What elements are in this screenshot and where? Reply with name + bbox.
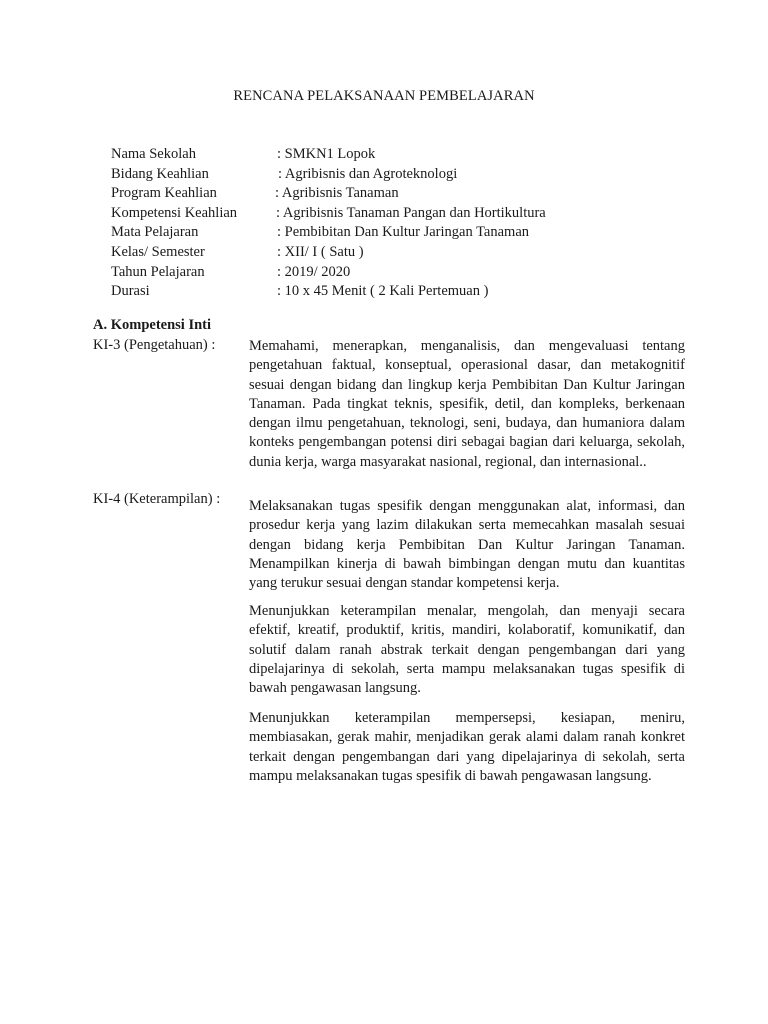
info-label: Bidang Keahlian — [111, 165, 209, 182]
info-value: : Agribisnis dan Agroteknologi — [278, 165, 458, 182]
ki4-label: KI-4 (Keterampilan) : — [93, 491, 221, 507]
info-label: Tahun Pelajaran — [111, 263, 205, 280]
info-value: : Pembibitan Dan Kultur Jaringan Tanaman — [277, 224, 530, 241]
ki3-paragraph: Memahami, menerapkan, menganalisis, dan mengevaluasi tentang pengetahuan faktual, konseptual, operasional dasar, dan metakognitif sesuai dengan bidang dan lingkup kerja Pembibitan Dan Kultur Jaringan Tanaman. Pada tingkat teknis, spesifik, detil, dan kompleks, berkenaan dengan ilmu pengetahuan, teknologi, seni, budaya, dan humaniora dalam konteks pengembangan potensi diri sebagai bagian dari keluarga, sekolah, dunia kerja, warga masyarakat nasional, regional, dan internasional.. — [249, 338, 685, 470]
info-label: Kompetensi Keahlian — [111, 204, 238, 221]
info-value: : XII/ I ( Satu ) — [277, 243, 364, 260]
section-heading: A. Kompetensi Inti — [93, 317, 212, 333]
info-value: : 2019/ 2020 — [277, 263, 351, 280]
info-label: Durasi — [111, 283, 150, 300]
info-value: : Agribisnis Tanaman Pangan dan Hortikultura — [276, 204, 546, 221]
info-value: : Agribisnis Tanaman — [275, 185, 399, 202]
info-label: Mata Pelajaran — [111, 224, 199, 241]
info-value: : 10 x 45 Menit ( 2 Kali Pertemuan ) — [277, 283, 489, 300]
ki3-label: KI-3 (Pengetahuan) : — [93, 337, 216, 353]
info-label: Program Keahlian — [111, 185, 217, 202]
ki4-paragraph: Menunjukkan keterampilan menalar, mengolah, dan menyaji secara efektif, kreatif, produktif, kritis, mandiri, kolaboratif, komunikatif, dan solutif dalam ranah abstrak terkait dengan pengembangan dari yang dipelajarinya di sekolah, serta mampu melaksanakan tugas spesifik di bawah pengawasan langsung. — [249, 603, 685, 697]
document-title: RENCANA PELAKSANAAN PEMBELAJARAN — [233, 88, 535, 104]
ki4-paragraph: Melaksanakan tugas spesifik dengan menggunakan alat, informasi, dan prosedur kerja yang lazim dilakukan serta memecahkan masalah sesuai dengan bidang kerja Pembibitan Dan Kultur Jaringan Tanaman. Menampilkan kinerja di bawah bimbingan dengan mutu dan kuantitas yang terukur sesuai dengan standar kompetensi kerja. — [249, 498, 685, 592]
info-label: Nama Sekolah — [111, 146, 196, 162]
info-value: : SMKN1 Lopok — [277, 146, 376, 162]
ki4-paragraph: Menunjukkan keterampilan mempersepsi, kesiapan, meniru, membiasakan, gerak mahir, menjadikan gerak alami dalam ranah konkret terkait dengan pengembangan dari yang dipelajarinya di sekolah, serta mampu melaksanakan tugas spesifik di bawah pengawasan langsung. — [249, 710, 685, 784]
info-label: Kelas/ Semester — [111, 243, 205, 260]
